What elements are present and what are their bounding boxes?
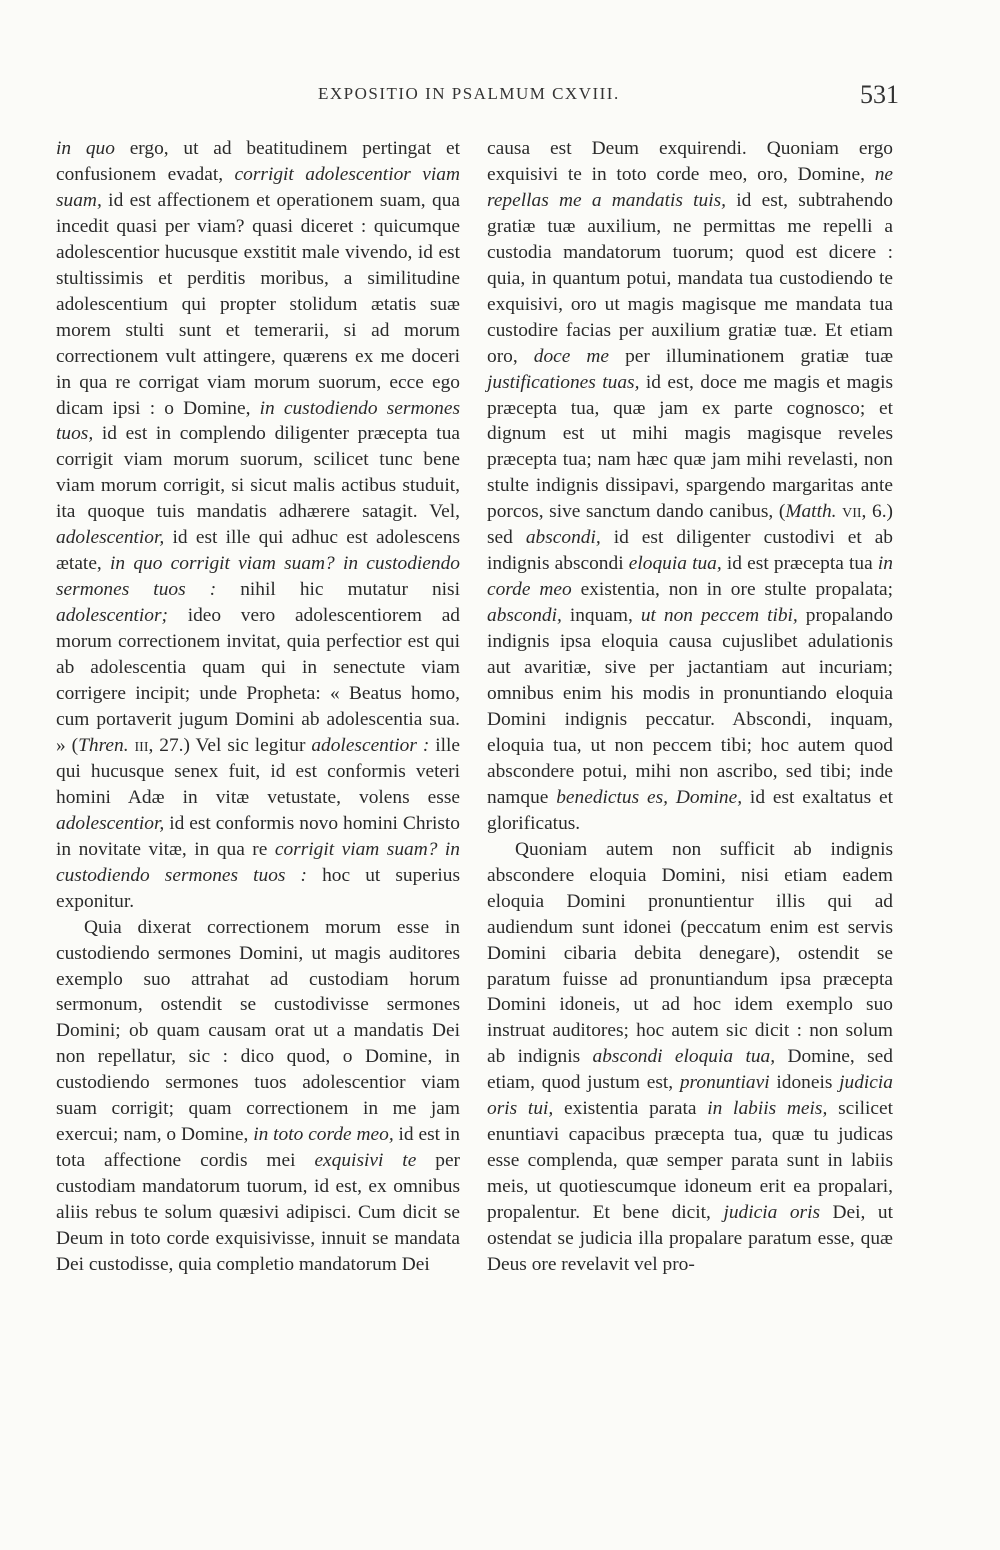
text-run: ille qui hucusque senex fuit, id est conformis veteri homini Adæ in vitæ vetustate, volens esse bbox=[56, 734, 460, 808]
text-run: id est affectionem et operationem suam, qua incedit quasi per viam? quasi diceret : quicumque adolescentior hucusque exstitit male vivendo, id est stultissimis et perditis moribus, a similitudine adolescentium qui propter stolidum ætatis suæ morem stulti sunt et temerarii, si ad morum correctionem vult attingere, quærens ex me doceri in qua re corrigat viam morum suorum, ecce ego dicam ipsi : o Domine, bbox=[56, 189, 460, 419]
left-paragraph-1 bbox=[56, 136, 460, 915]
text-run: id est exaltatus et glorificatus. bbox=[487, 786, 894, 834]
text-run: idoneis bbox=[769, 1072, 840, 1094]
italic-phrase: adolescentior, bbox=[56, 527, 165, 549]
italic-phrase: in quo corrigit viam suam? in custodiendo sermones tuos : bbox=[56, 553, 460, 601]
italic-phrase: adolescentior, bbox=[56, 812, 165, 834]
italic-phrase: justificationes tuas, bbox=[487, 371, 640, 393]
italic-phrase: corrigit adolescentior viam suam, bbox=[56, 163, 460, 211]
italic-phrase: in toto corde meo, bbox=[253, 1124, 394, 1146]
text-run: , 6.) sed bbox=[487, 501, 893, 549]
text-run: Dei, ut ostendat se judicia illa propalare paratum esse, quæ Deus ore revelavit vel pro- bbox=[487, 1202, 893, 1275]
text-run: id est ille qui adhuc est adolescens ætate, bbox=[56, 527, 460, 575]
text-run: nihil hic mutatur nisi bbox=[216, 579, 460, 601]
running-head bbox=[0, 80, 1000, 114]
italic-phrase: doce me bbox=[533, 345, 610, 367]
italic-phrase: Thren. bbox=[78, 734, 129, 756]
right-paragraph-2 bbox=[487, 837, 893, 1278]
text-run: per custodiam mandatorum tuorum, id est, ex omnibus aliis rebus te solum quæsivi adipisci. Cum dicit se Deum in toto corde exquisivisse, innuit se mandata Dei custodisse, quia completio mandatorum Dei bbox=[56, 1150, 461, 1275]
text-run: causa est Deum exquirendi. Quoniam ergo exquisivi te in toto corde meo, oro, Domine, bbox=[487, 138, 893, 185]
italic-phrase: ne repellas me a mandatis tuis, bbox=[487, 163, 893, 211]
text-run: id est diligenter custodivi et ab indignis abscondi bbox=[487, 527, 893, 575]
italic-phrase: in custodiendo sermones tuos, bbox=[56, 397, 460, 445]
text-run: existentia parata bbox=[553, 1098, 708, 1120]
roman-numeral: vii bbox=[842, 501, 862, 523]
left-column bbox=[56, 136, 460, 1278]
text-run: id est præcepta tua bbox=[721, 553, 878, 575]
left-paragraph-2 bbox=[56, 915, 460, 1278]
text-run: id est in complendo diligenter præcepta tua corrigit viam morum suorum, scilicet tunc bene viam morum corrigit, si sicut malis actibus studuit, ita quoque tuis mandatis adhærere satagit. Vel, bbox=[56, 423, 460, 523]
text-run: , 27.) Vel sic legitur bbox=[148, 734, 312, 756]
text-run: ideo vero adolescentiorem ad morum correctionem invitat, quia perfectior est qui ab adolescentia quam qui in senectute viam corrigere incipit; unde Propheta: « Beatus homo, cum portaverit jugum Domini ab adolescentia sua. » ( bbox=[56, 605, 460, 756]
italic-phrase: abscondi, bbox=[525, 527, 601, 549]
text-run: hoc ut superius exponitur. bbox=[56, 864, 460, 912]
text-run: ergo, ut ad beatitudinem pertingat et confusionem evadat, bbox=[56, 138, 460, 185]
text-run: id est conformis novo homini Christo in novitate vitæ, in qua re bbox=[56, 812, 460, 860]
italic-phrase: in labiis meis, bbox=[707, 1098, 828, 1120]
italic-phrase: Matth. bbox=[785, 501, 837, 523]
italic-phrase: abscondi, bbox=[487, 605, 562, 627]
text-run: existentia, non in ore stulte propalata; bbox=[571, 579, 893, 601]
italic-phrase: judicia oris bbox=[723, 1202, 820, 1224]
text-run: per illuminationem gratiæ tuæ bbox=[609, 345, 894, 367]
italic-phrase: exquisivi te bbox=[314, 1150, 417, 1172]
text-run: Quia dixerat correctionem morum esse in custodiendo sermones Domini, ut magis auditores exemplo suo attrahat ad custodiam horum sermonum, ostendit se custodivisse sermones Domini; ob quam causam orat ut a mandatis Dei non repellatur, sic : dico quod, o Domine, in custodiendo sermones tuos adolescentior viam suam corrigit; quam correctionem in me jam exercui; nam, o Domine, bbox=[56, 916, 460, 1146]
text-run: inquam, bbox=[561, 605, 641, 627]
italic-phrase: in corde meo bbox=[487, 553, 893, 601]
text-run: propalando indignis ipsa eloquia causa cujuslibet adulationis aut avaritiæ, sive per jactantiam aut incuriam; omnibus enim his modis in pronuntiando eloquia Domini indignis peccatur. Abscondi, inquam, eloquia tua, ut non peccem tibi; hoc autem quod abscondere potui, mihi non ascribo, sed tibi; inde namque bbox=[487, 605, 893, 808]
page-number: 531 bbox=[860, 80, 899, 109]
italic-phrase: adolescentior : bbox=[311, 734, 430, 756]
italic-phrase: benedictus es, Domine, bbox=[556, 786, 743, 808]
text-run: id est, doce me magis et magis præcepta tua, quæ jam ex parte cognosco; et dignum est ut mihi magis magisque reveles præcepta tua; nam hæc quæ jam mihi revelasti, non stulte indignis dissipavi, spargendo margaritas ante porcos, sive sanctum dando canibus, ( bbox=[487, 371, 894, 523]
italic-phrase: abscondi eloquia tua, bbox=[592, 1046, 776, 1068]
italic-phrase: ut non peccem tibi, bbox=[640, 605, 798, 627]
italic-phrase: judicia oris tui, bbox=[487, 1072, 893, 1120]
text-run: id est, subtrahendo gratiæ tuæ auxilium, ne permittas me repelli a custodia mandatorum tuorum; quod est dicere : quia, in quantum potui, mandata tua custodiendo te exquisivi, oro ut magis magisque me mandata tua custodire facias per auxilium gratiæ tuæ. Et etiam oro, bbox=[487, 189, 893, 367]
italic-phrase: eloquia tua, bbox=[628, 553, 722, 575]
right-column bbox=[487, 136, 893, 1278]
right-paragraph-1 bbox=[487, 136, 893, 837]
text-run: id est in tota affectione cordis mei bbox=[56, 1124, 461, 1172]
italic-phrase: adolescentior; bbox=[56, 605, 169, 627]
italic-phrase: corrigit viam suam? in custodiendo sermones tuos : bbox=[56, 838, 460, 886]
italic-phrase: pronuntiavi bbox=[679, 1072, 770, 1094]
text-run: Quoniam autem non sufficit ab indignis abscondere eloquia Domini, nisi etiam eadem eloquia Domini pronuntientur illis qui ad audiendum sunt idonei (peccatum enim est servis Domini cibaria debita denegare), ostendit se paratum fuisse ad pronuntiandum ipsa præcepta Domini idoneis, ut ad hoc idem exemplo suo instruat auditores; hoc autem sic dicit : non solum ab indignis bbox=[487, 838, 893, 1068]
italic-phrase: in quo bbox=[56, 138, 115, 159]
running-title: EXPOSITIO IN PSALMUM CXVIII. bbox=[318, 84, 620, 103]
text-run: Domine, sed etiam, quod justum est, bbox=[487, 1046, 893, 1094]
roman-numeral: iii bbox=[134, 734, 149, 756]
text-run: scilicet enuntiavi capacibus præcepta tua, quæ tu judicas esse complenda, quæ semper parata sunt in labiis meis, ut quotiescumque idoneum erit ea propalari, propalentur. Et bene dicit, bbox=[487, 1098, 893, 1224]
